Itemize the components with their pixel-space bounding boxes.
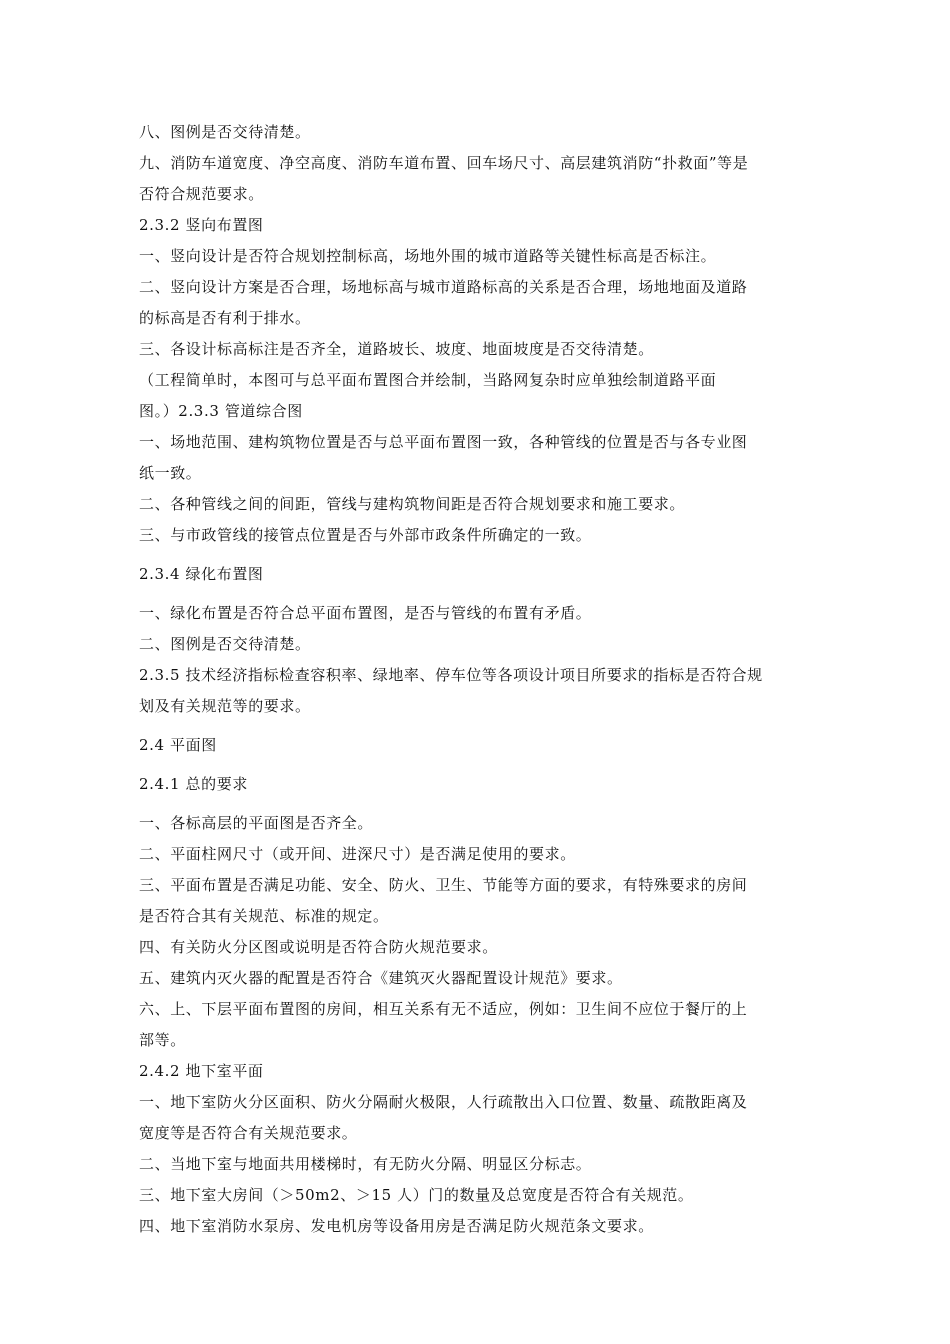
text-line: 九、消防车道宽度、净空高度、消防车道布置、回车场尺寸、高层建筑消防“扑救面”等是 <box>139 154 749 172</box>
text-line: 2.4.1 总的要求 <box>139 775 248 793</box>
text-line: 纸一致。 <box>139 464 202 482</box>
text-line: 宽度等是否符合有关规范要求。 <box>139 1124 358 1142</box>
text-line: 一、竖向设计是否符合规划控制标高，场地外围的城市道路等关键性标高是否标注。 <box>139 247 717 265</box>
paragraph-gap <box>139 590 811 598</box>
text-line: 否符合规范要求。 <box>139 185 264 203</box>
text-line: 二、竖向设计方案是否合理，场地标高与城市道路标高的关系是否合理，场地地面及道路 <box>139 278 748 296</box>
text-line: 一、地下室防火分区面积、防火分隔耐火极限，人行疏散出入口位置、数量、疏散距离及 <box>139 1093 748 1111</box>
text-line: 四、地下室消防水泵房、发电机房等设备用房是否满足防火规范条文要求。 <box>139 1217 654 1235</box>
text-line: 2.4.2 地下室平面 <box>139 1062 264 1080</box>
text-line: 八、图例是否交待清楚。 <box>139 123 311 141</box>
text-line: 2.3.4 绿化布置图 <box>139 565 264 583</box>
text-line: 三、地下室大房间（＞50m2、＞15 人）门的数量及总宽度是否符合有关规范。 <box>139 1186 694 1204</box>
text-line: 二、当地下室与地面共用楼梯时，有无防火分隔、明显区分标志。 <box>139 1155 592 1173</box>
text-line: 是否符合其有关规范、标准的规定。 <box>139 907 389 925</box>
paragraph-gap <box>139 551 811 559</box>
text-line: 六、上、下层平面布置图的房间，相互关系有无不适应，例如：卫生间不应位于餐厅的上 <box>139 1000 748 1018</box>
text-line: 划及有关规范等的要求。 <box>139 697 311 715</box>
text-line: 三、平面布置是否满足功能、安全、防火、卫生、节能等方面的要求，有特殊要求的房间 <box>139 876 748 894</box>
text-line: 一、各标高层的平面图是否齐全。 <box>139 814 374 832</box>
text-line: 部等。 <box>139 1031 186 1049</box>
text-line: 一、绿化布置是否符合总平面布置图，是否与管线的布置有矛盾。 <box>139 604 592 622</box>
text-line: 五、建筑内灭火器的配置是否符合《建筑灭火器配置设计规范》要求。 <box>139 969 623 987</box>
text-line: 2.3.2 竖向布置图 <box>139 216 264 234</box>
text-line: （工程简单时，本图可与总平面布置图合并绘制，当路网复杂时应单独绘制道路平面 <box>139 371 717 389</box>
text-line: 二、各种管线之间的间距，管线与建构筑物间距是否符合规划要求和施工要求。 <box>139 495 686 513</box>
text-line: 的标高是否有利于排水。 <box>139 309 311 327</box>
text-line: 三、各设计标高标注是否齐全，道路坡长、坡度、地面坡度是否交待清楚。 <box>139 340 654 358</box>
paragraph-gap <box>139 722 811 730</box>
text-line: 三、与市政管线的接管点位置是否与外部市政条件所确定的一致。 <box>139 526 592 544</box>
text-line: 2.4 平面图 <box>139 736 217 754</box>
document-body <box>139 117 811 1242</box>
paragraph-gap <box>139 761 811 769</box>
text-line: 2.3.5 技术经济指标检查容积率、绿地率、停车位等各项设计项目所要求的指标是否符合规 <box>139 666 763 684</box>
text-line: 一、场地范围、建构筑物位置是否与总平面布置图一致，各种管线的位置是否与各专业图 <box>139 433 748 451</box>
text-line: 四、有关防火分区图或说明是否符合防火规范要求。 <box>139 938 498 956</box>
text-line: 二、平面柱网尺寸（或开间、进深尺寸）是否满足使用的要求。 <box>139 845 576 863</box>
text-line: 二、图例是否交待清楚。 <box>139 635 311 653</box>
paragraph-gap <box>139 800 811 808</box>
text-line: 图。）2.3.3 管道综合图 <box>139 402 303 420</box>
